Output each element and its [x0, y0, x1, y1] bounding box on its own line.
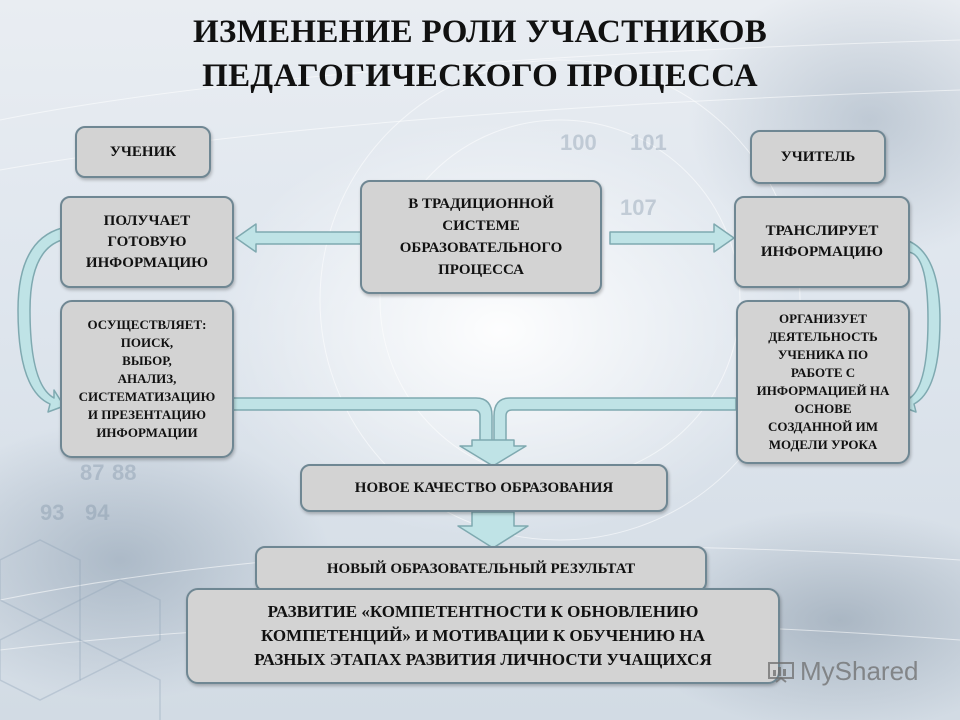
student-label-box — [75, 126, 211, 178]
title-line-1: ИЗМЕНЕНИЕ РОЛИ УЧАСТНИКОВ — [192, 14, 768, 50]
student-performs-text: ОСУЩЕСТВЛЯЕТ: ПОИСК, ВЫБОР, АНАЛИЗ, СИСТЕМАТИЗАЦИЮ И ПРЕЗЕНТАЦИЮ ИНФОРМАЦИИ — [78, 317, 216, 440]
svg-text:88: 88 — [112, 460, 137, 485]
svg-text:100: 100 — [560, 130, 597, 155]
new-quality-text: НОВОЕ КАЧЕСТВО ОБРАЗОВАНИЯ — [354, 479, 614, 496]
svg-text:93: 93 — [40, 500, 65, 525]
development-text: РАЗВИТИЕ «КОМПЕТЕНТНОСТИ К ОБНОВЛЕНИЮ КОМПЕТЕНЦИЙ» И МОТИВАЦИИ К ОБУЧЕНИЮ НА РАЗНЫХ ЭТАПАХ РАЗВИТИЯ ЛИЧНОСТИ УЧАЩИХСЯ — [254, 602, 712, 669]
student-receives-box — [60, 196, 234, 288]
student-performs-box — [60, 300, 234, 458]
teacher-transmits-text: ТРАНСЛИРУЕТ ИНФОРМАЦИЮ — [760, 223, 884, 260]
svg-text:107: 107 — [620, 195, 657, 220]
arrow-center-to-teacher — [610, 224, 734, 252]
new-result-box — [255, 546, 707, 592]
teacher-label: УЧИТЕЛЬ — [780, 148, 856, 165]
teacher-organizes-box — [736, 300, 910, 464]
traditional-system-box — [360, 180, 602, 294]
presentation-icon — [768, 661, 794, 683]
arrow-to-result — [458, 512, 528, 548]
arrow-center-to-student — [236, 224, 362, 252]
teacher-label-box — [750, 130, 886, 184]
arrow-student-curve — [18, 228, 64, 412]
arrow-merge-right — [494, 398, 736, 446]
title-line-2: ПЕДАГОГИЧЕСКОГО ПРОЦЕССА — [202, 58, 758, 94]
teacher-transmits-box — [734, 196, 910, 288]
student-label: УЧЕНИК — [109, 143, 177, 160]
myshared-watermark — [768, 656, 919, 687]
svg-text:101: 101 — [630, 130, 667, 155]
traditional-system-text: В ТРАДИЦИОННОЙ СИСТЕМЕ ОБРАЗОВАТЕЛЬНОГО ПРОЦЕССА — [399, 196, 563, 278]
watermark-text: MyShared — [800, 656, 919, 686]
teacher-organizes-text: ОРГАНИЗУЕТ ДЕЯТЕЛЬНОСТЬ УЧЕНИКА ПО РАБОТЕ С ИНФОРМАЦИЕЙ НА ОСНОВЕ СОЗДАННОЙ ИМ МОДЕЛИ УРОКА — [756, 311, 890, 452]
svg-text:87: 87 — [80, 460, 105, 485]
student-receives-text: ПОЛУЧАЕТ ГОТОВУЮ ИНФОРМАЦИЮ — [85, 212, 209, 271]
new-quality-box — [300, 464, 668, 512]
arrow-to-quality — [460, 440, 526, 466]
development-box — [186, 588, 780, 684]
new-result-text: НОВЫЙ ОБРАЗОВАТЕЛЬНЫЙ РЕЗУЛЬТАТ — [326, 560, 636, 577]
svg-text:94: 94 — [85, 500, 110, 525]
arrow-merge-left — [232, 398, 492, 446]
